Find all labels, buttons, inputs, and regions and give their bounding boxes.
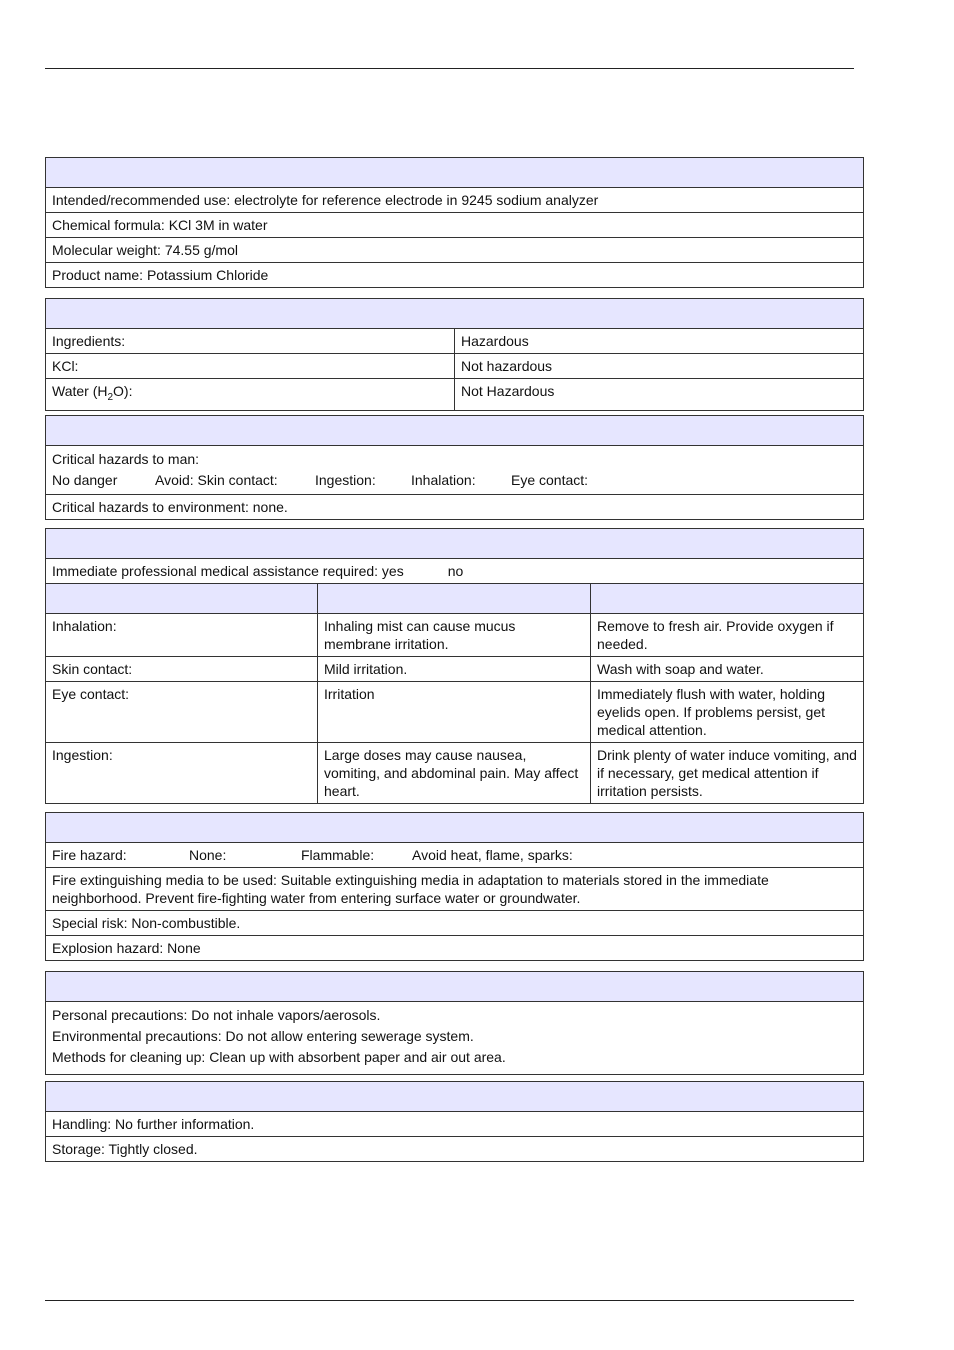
- hazard-status-cell: Not hazardous: [455, 354, 863, 379]
- exposure-route-cell: Eye contact:: [46, 682, 318, 743]
- chemical-formula-row: Chemical formula: KCl 3M in water: [46, 213, 863, 238]
- hazards-to-man-row: [46, 446, 863, 495]
- symptoms-cell: Irritation: [318, 682, 591, 743]
- hazard-item: Avoid: Skin contact:: [155, 472, 278, 488]
- cleanup-methods: Methods for cleaning up: Clean up with absorbent paper and air out area.: [52, 1049, 506, 1065]
- identification-header: [46, 158, 863, 188]
- hazards-section: [45, 415, 864, 520]
- hazard-status-cell: Hazardous: [455, 329, 863, 354]
- first-aid-subheader: [46, 584, 318, 614]
- extinguishing-media-row: Fire extinguishing media to be used: Suitable extinguishing media in adaptation to materials stored in the immediate neighborhood. Prevent fire-fighting water from entering surface water or groundwater.: [46, 868, 863, 911]
- bottom-rule: [45, 1300, 854, 1301]
- ingredient-cell: Ingredients:: [46, 329, 455, 354]
- hazards-to-man-items: [52, 470, 857, 491]
- composition-table: [46, 329, 863, 410]
- measures-cell: Drink plenty of water induce vomiting, and if necessary, get medical attention if irritation persists.: [597, 747, 857, 799]
- exposure-route-cell: Skin contact:: [46, 657, 318, 682]
- hazard-item: No danger: [52, 472, 118, 488]
- hazard-item: Ingestion:: [315, 472, 376, 488]
- fire-section: [45, 812, 864, 961]
- accidental-release-body: [46, 1002, 863, 1074]
- water-label-prefix: Water (H: [52, 383, 108, 399]
- hazards-header: [46, 416, 863, 446]
- fire-header: [46, 813, 863, 843]
- hazards-environment-row: Critical hazards to environment: none.: [52, 499, 288, 515]
- storage-row: Storage: Tightly closed.: [52, 1141, 198, 1157]
- explosion-hazard-row: Explosion hazard: None: [52, 940, 201, 956]
- hazard-item: Eye contact:: [511, 472, 589, 488]
- first-aid-subheader: [591, 584, 863, 614]
- personal-precautions: Personal precautions: Do not inhale vapors/aerosols.: [52, 1007, 381, 1023]
- hazards-to-man-label: Critical hazards to man:: [52, 451, 200, 467]
- fire-item: Flammable:: [301, 847, 375, 863]
- composition-section: [45, 298, 864, 411]
- first-aid-header: [46, 529, 863, 559]
- intended-use-row: Intended/recommended use: electrolyte for reference electrode in 9245 sodium analyzer: [46, 188, 863, 213]
- handling-row: Handling: No further information.: [46, 1112, 863, 1137]
- medical-assistance-label: Immediate professional medical assistance required: yes: [52, 563, 404, 579]
- first-aid-table: [46, 584, 863, 803]
- measures-cell: Remove to fresh air. Provide oxygen if needed.: [591, 614, 863, 657]
- exposure-route-cell: Ingestion:: [46, 743, 318, 803]
- product-name-row: Product name: Potassium Chloride: [52, 267, 269, 283]
- measures-cell: Wash with soap and water.: [591, 657, 863, 682]
- measures-cell: Immediately flush with water, holding eyelids open. If problems persist, get medical attention.: [591, 682, 863, 743]
- fire-item: Fire hazard:: [52, 847, 127, 863]
- accidental-release-header: [46, 972, 863, 1002]
- symptoms-cell: Large doses may cause nausea, vomiting, and abdominal pain. May affect heart.: [318, 743, 591, 803]
- top-rule: [45, 68, 854, 69]
- ingredient-cell: [46, 379, 455, 410]
- medical-assistance-no: no: [447, 563, 464, 579]
- identification-section: [45, 157, 864, 288]
- fire-hazard-row: [46, 843, 863, 868]
- molecular-weight-row: Molecular weight: 74.55 g/mol: [46, 238, 863, 263]
- handling-storage-section: [45, 1081, 864, 1162]
- medical-assistance-row: [46, 559, 863, 584]
- fire-item: Avoid heat, flame, sparks:: [412, 847, 573, 863]
- special-risk-row: Special risk: Non-combustible.: [46, 911, 863, 936]
- ingredient-cell: KCl:: [46, 354, 455, 379]
- water-label-suffix: O):: [113, 383, 133, 399]
- exposure-route-cell: Inhalation:: [46, 614, 318, 657]
- first-aid-subheader: [318, 584, 591, 614]
- composition-header: [46, 299, 863, 329]
- fire-item: None:: [189, 847, 227, 863]
- water-subscript: 2: [107, 391, 114, 403]
- symptoms-cell: Mild irritation.: [318, 657, 591, 682]
- symptoms-cell: Inhaling mist can cause mucus membrane irritation.: [318, 614, 591, 657]
- hazard-status-cell: Not Hazardous: [461, 383, 555, 399]
- hazard-item: Inhalation:: [411, 472, 476, 488]
- accidental-release-section: [45, 971, 864, 1075]
- first-aid-section: [45, 528, 864, 804]
- environmental-precautions: Environmental precautions: Do not allow entering sewerage system.: [52, 1028, 474, 1044]
- handling-storage-header: [46, 1082, 863, 1112]
